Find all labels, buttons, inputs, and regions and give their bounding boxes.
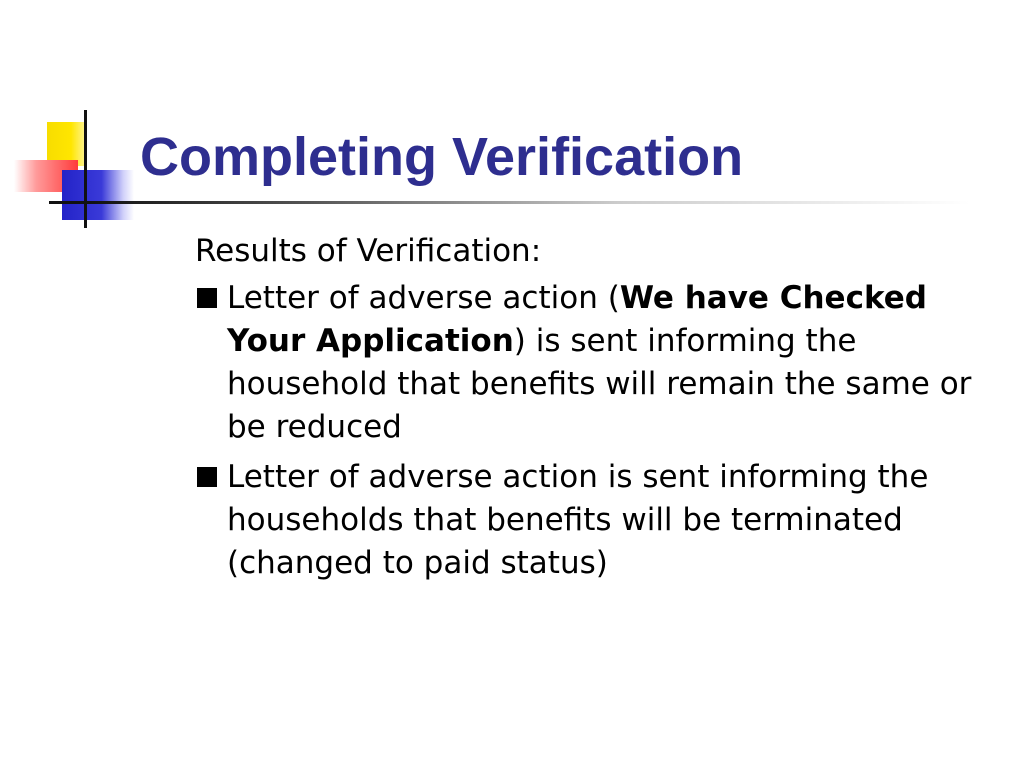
decorative-logo bbox=[0, 0, 160, 240]
title-underline bbox=[90, 201, 970, 204]
logo-vertical-line bbox=[84, 110, 87, 228]
bullet-text-start: Letter of adverse action ( bbox=[227, 280, 620, 316]
slide-body bbox=[195, 230, 985, 592]
bullet-text: Letter of adverse action is sent informing the households that benefits will be terminated (changed to paid status) bbox=[227, 459, 929, 581]
logo-blue-square bbox=[62, 170, 134, 220]
intro-text: Results of Verification: bbox=[195, 233, 542, 269]
square-bullet-icon bbox=[197, 288, 217, 308]
bullet-text-end: ) is sent informing the household that benefits will remain the same or be reduced bbox=[227, 323, 972, 445]
bullet-item bbox=[195, 277, 985, 449]
bullet-bold-text: We have Checked Your Application bbox=[227, 280, 927, 359]
bullet-list bbox=[195, 277, 985, 585]
square-bullet-icon bbox=[197, 467, 217, 487]
bullet-item bbox=[195, 456, 985, 585]
slide-title: Completing Verification bbox=[140, 127, 744, 187]
